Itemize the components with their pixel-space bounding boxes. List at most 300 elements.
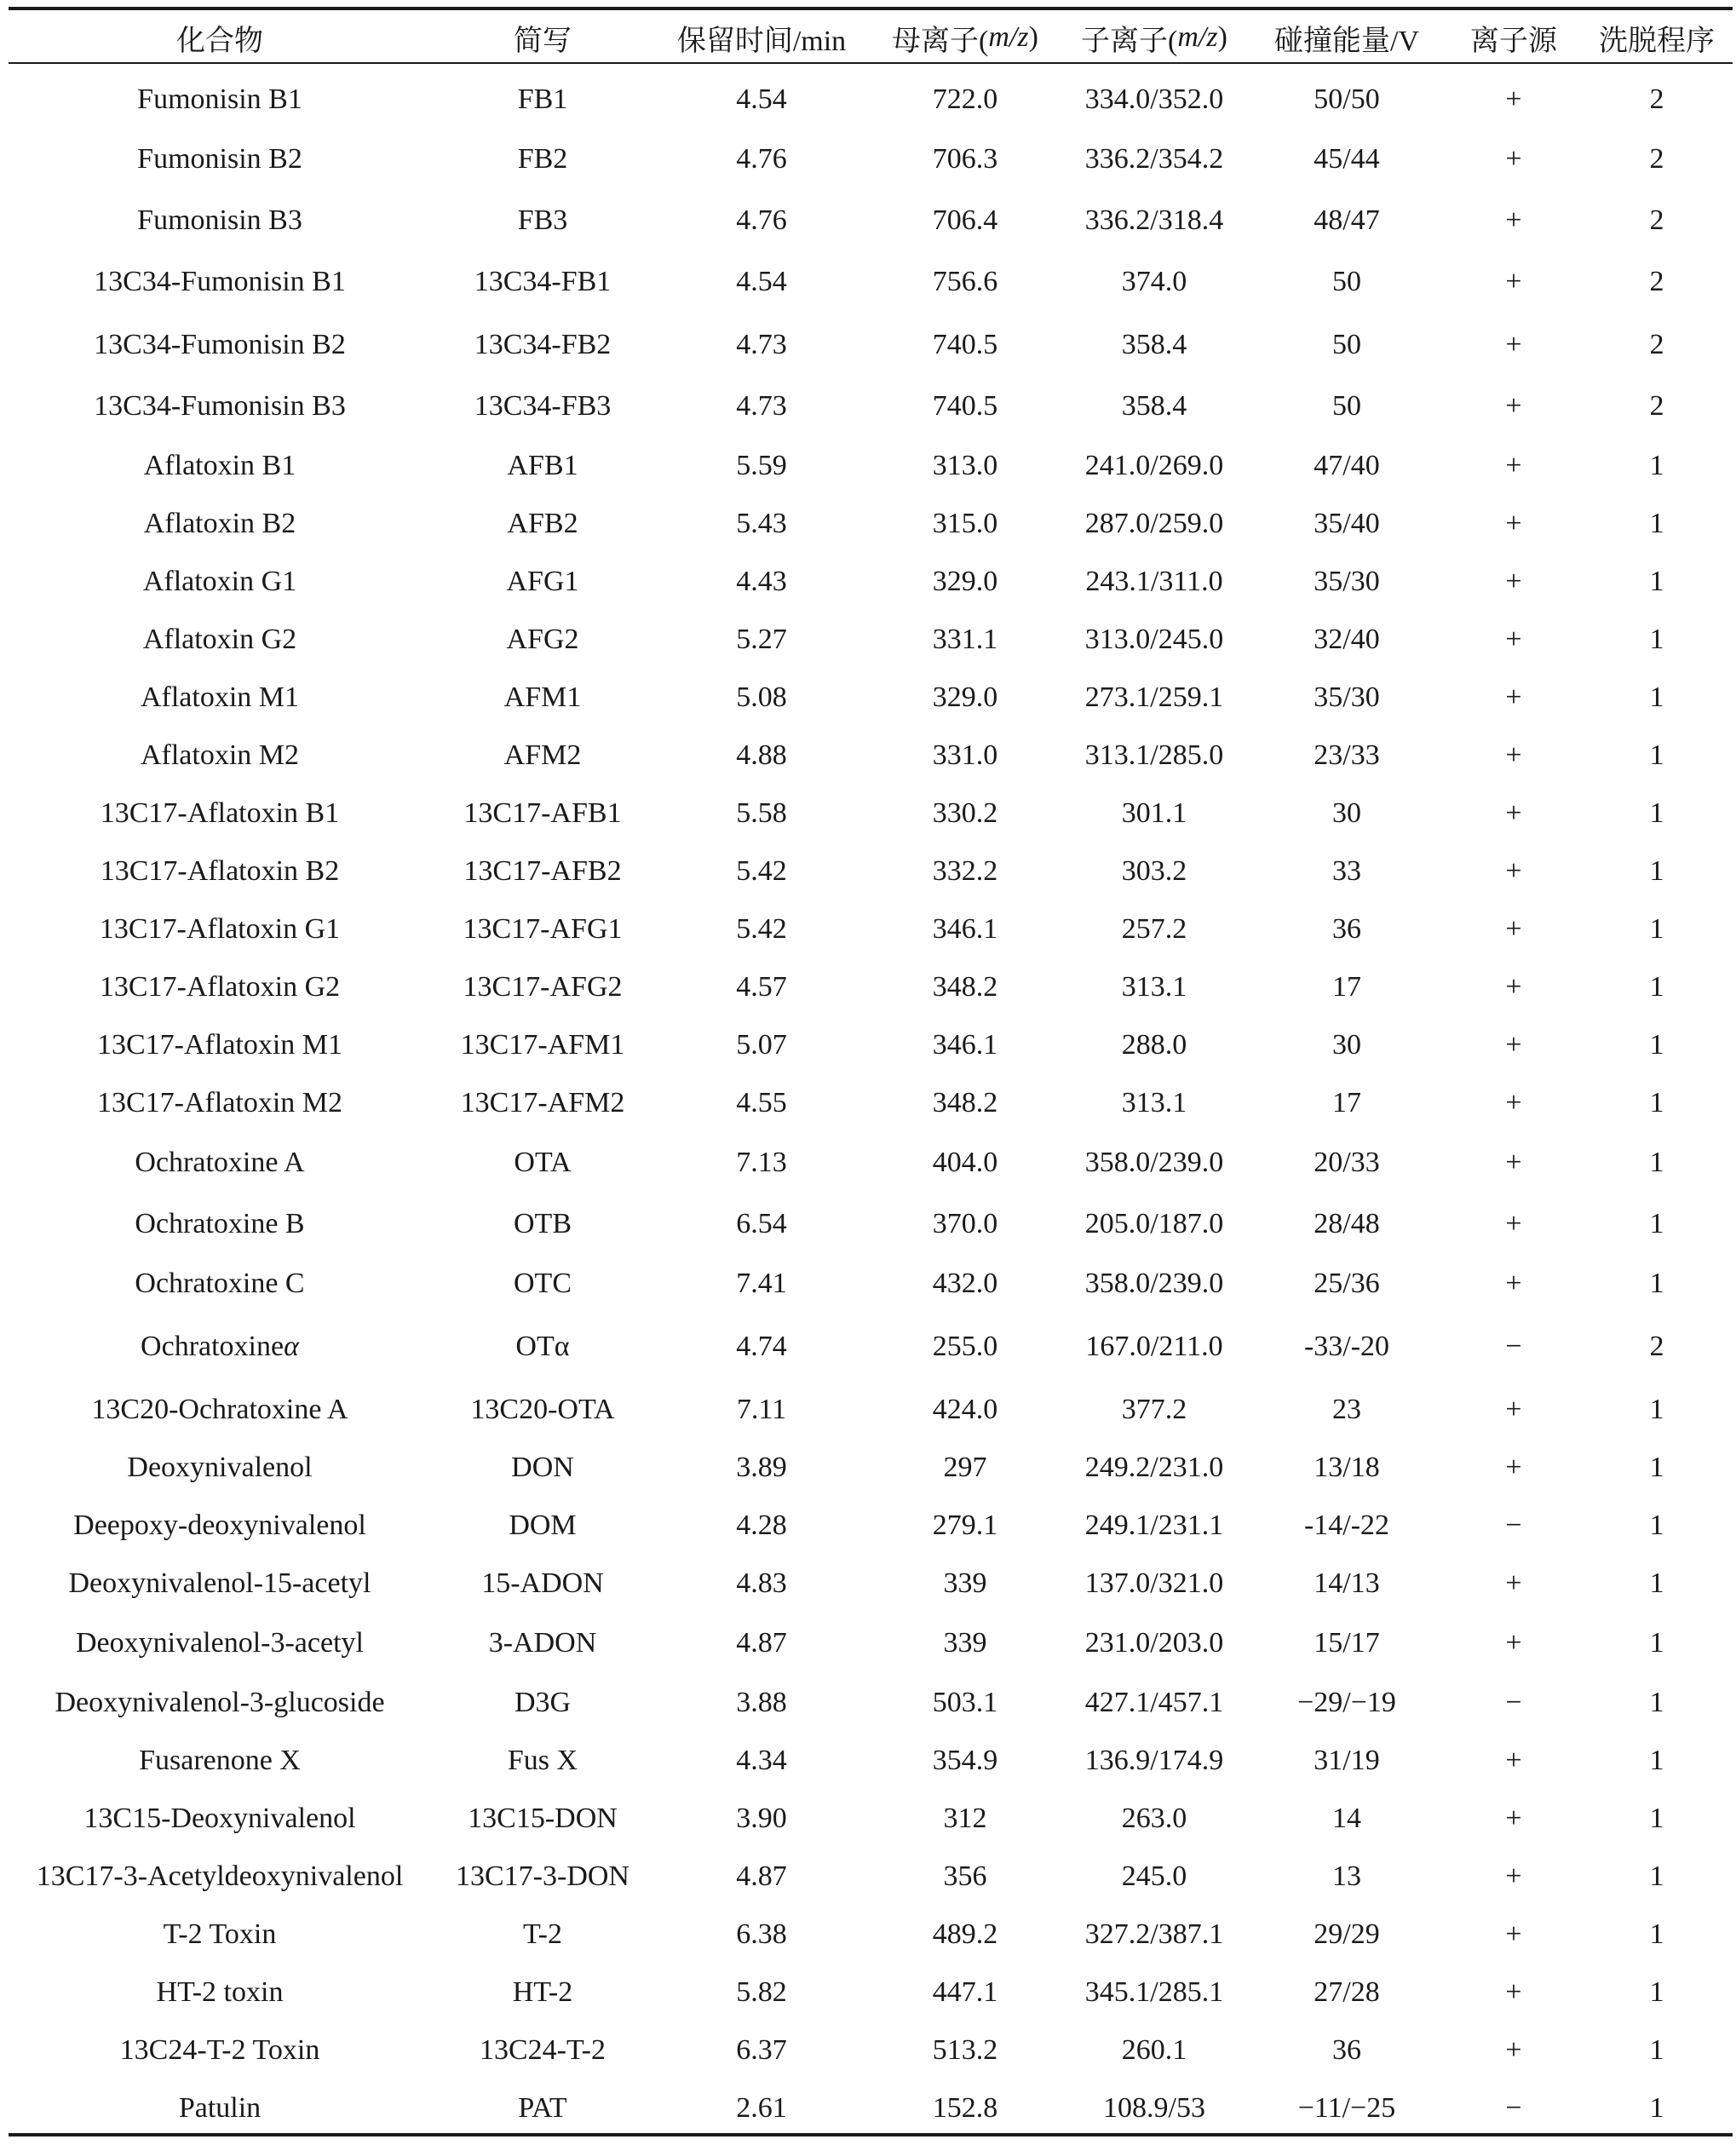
cell-daughter-ion: 205.0/187.0 xyxy=(1084,1208,1224,1239)
cell-retention-time: 6.54 xyxy=(736,1208,787,1239)
cell-abbreviation: 15-ADON xyxy=(481,1567,604,1599)
cell-daughter-ion: 257.2 xyxy=(1121,913,1187,945)
table-row xyxy=(9,1556,1733,1612)
cell-elution-program: 1 xyxy=(1649,2034,1664,2066)
cell-collision-energy: 14/13 xyxy=(1313,1567,1380,1599)
cell-elution-program: 1 xyxy=(1649,1860,1664,1892)
table-row xyxy=(9,1791,1733,1847)
header-abbreviation: 简写 xyxy=(514,25,572,57)
cell-retention-time: 7.13 xyxy=(736,1147,787,1178)
table-row xyxy=(9,1498,1733,1554)
cell-parent-ion: 297 xyxy=(943,1452,987,1483)
cell-retention-time: 4.73 xyxy=(736,329,787,360)
header-collision-energy: 碰撞能量/V xyxy=(1274,25,1419,57)
alpha-symbol: α xyxy=(284,1331,299,1362)
cell-elution-program: 2 xyxy=(1649,390,1664,422)
cell-collision-energy: −11/−25 xyxy=(1297,2092,1396,2124)
cell-elution-program: 1 xyxy=(1649,855,1664,887)
cell-elution-program: 1 xyxy=(1649,1510,1664,1541)
table-row xyxy=(9,1849,1733,1905)
cell-compound: Aflatoxin M1 xyxy=(140,681,300,713)
cell-parent-ion: 312 xyxy=(943,1803,987,1834)
cell-ion-source: + xyxy=(1505,855,1522,887)
header-compound: 化合物 xyxy=(176,25,263,57)
cell-parent-ion: 152.8 xyxy=(932,2092,998,2124)
cell-parent-ion: 346.1 xyxy=(932,913,998,945)
cell-elution-program: 1 xyxy=(1649,1627,1664,1659)
cell-collision-energy: 36 xyxy=(1332,913,1361,945)
cell-parent-ion: 424.0 xyxy=(932,1394,998,1425)
cell-daughter-ion: 301.1 xyxy=(1121,797,1187,829)
table-header-rule xyxy=(9,62,1733,64)
table-row xyxy=(9,254,1733,310)
cell-daughter-ion: 136.9/174.9 xyxy=(1084,1745,1224,1776)
cell-parent-ion: 331.1 xyxy=(932,624,998,655)
cell-daughter-ion: 313.1 xyxy=(1121,971,1187,1003)
cell-ion-source: − xyxy=(1505,2092,1522,2124)
cell-elution-program: 2 xyxy=(1649,83,1664,115)
cell-parent-ion: 740.5 xyxy=(932,329,998,360)
cell-collision-energy: -33/-20 xyxy=(1303,1331,1390,1362)
cell-daughter-ion: 336.2/354.2 xyxy=(1084,143,1224,175)
cell-retention-time: 5.08 xyxy=(736,681,787,713)
cell-abbreviation: 13C17-AFB2 xyxy=(463,855,622,887)
cell-abbreviation: AFB2 xyxy=(507,508,578,539)
table-row xyxy=(9,1440,1733,1496)
cell-compound: Deoxynivalenol-3-acetyl xyxy=(76,1627,364,1659)
cell-retention-time: 5.07 xyxy=(736,1029,787,1061)
cell-ion-source: + xyxy=(1505,681,1522,713)
cell-compound: 13C17-Aflatoxin B2 xyxy=(100,855,340,887)
table-bottom-rule xyxy=(9,2133,1733,2136)
cell-collision-energy: 36 xyxy=(1332,2034,1361,2066)
table-row xyxy=(9,438,1733,494)
cell-abbreviation: AFG2 xyxy=(506,624,579,655)
cell-elution-program: 1 xyxy=(1649,508,1664,539)
cell-compound: T-2 Toxin xyxy=(163,1918,277,1950)
cell-retention-time: 5.43 xyxy=(736,508,787,539)
cell-ion-source: + xyxy=(1505,450,1522,481)
cell-collision-energy: 30 xyxy=(1332,1029,1361,1061)
cell-ion-source: + xyxy=(1505,1567,1522,1599)
cell-abbreviation: 13C17-AFG1 xyxy=(463,913,623,945)
cell-daughter-ion: 358.0/239.0 xyxy=(1084,1147,1224,1178)
table-row xyxy=(9,2022,1733,2079)
cell-abbreviation: 13C20-OTA xyxy=(470,1394,615,1425)
cell-daughter-ion: 358.4 xyxy=(1121,329,1187,360)
cell-ion-source: + xyxy=(1505,913,1522,945)
cell-ion-source: + xyxy=(1505,1147,1522,1178)
cell-collision-energy: 31/19 xyxy=(1313,1745,1380,1776)
cell-collision-energy: 29/29 xyxy=(1313,1918,1380,1950)
cell-collision-energy: 17 xyxy=(1332,971,1361,1003)
cell-elution-program: 1 xyxy=(1649,1918,1664,1950)
cell-elution-program: 1 xyxy=(1649,566,1664,597)
cell-parent-ion: 331.0 xyxy=(932,739,998,771)
cell-daughter-ion: 427.1/457.1 xyxy=(1084,1687,1224,1718)
cell-collision-energy: 23 xyxy=(1332,1394,1361,1425)
cell-daughter-ion: 313.0/245.0 xyxy=(1084,624,1224,655)
cell-collision-energy: 14 xyxy=(1332,1803,1361,1834)
cell-retention-time: 4.54 xyxy=(736,83,787,115)
cell-ion-source: + xyxy=(1505,739,1522,771)
cell-parent-ion: 432.0 xyxy=(932,1268,998,1299)
cell-ion-source: + xyxy=(1505,2034,1522,2066)
cell-abbreviation: AFB1 xyxy=(507,450,578,481)
cell-elution-program: 1 xyxy=(1649,739,1664,771)
cell-abbreviation: 13C34-FB2 xyxy=(474,329,612,360)
cell-abbreviation: 13C17-AFM1 xyxy=(460,1029,625,1061)
cell-collision-energy: 35/40 xyxy=(1313,508,1380,539)
cell-elution-program: 1 xyxy=(1649,1147,1664,1178)
cell-collision-energy: 13 xyxy=(1332,1860,1361,1892)
cell-elution-program: 1 xyxy=(1649,1087,1664,1119)
cell-abbreviation: FB3 xyxy=(517,204,568,236)
table-row xyxy=(9,612,1733,668)
cell-elution-program: 2 xyxy=(1649,266,1664,297)
cell-daughter-ion: 377.2 xyxy=(1121,1394,1187,1425)
cell-compound: Ochratoxine B xyxy=(135,1208,305,1239)
cell-daughter-ion: 374.0 xyxy=(1121,266,1187,297)
cell-abbreviation: AFG1 xyxy=(506,566,579,597)
cell-collision-energy: 13/18 xyxy=(1313,1452,1380,1483)
cell-collision-energy: 50/50 xyxy=(1313,83,1380,115)
cell-ion-source: + xyxy=(1505,1029,1522,1061)
cell-abbreviation: OTB xyxy=(514,1208,572,1239)
table-row xyxy=(9,1906,1733,1963)
cell-retention-time: 5.59 xyxy=(736,450,787,481)
cell-abbreviation: AFM2 xyxy=(503,739,582,771)
table-row xyxy=(9,1135,1733,1191)
cell-daughter-ion: 334.0/352.0 xyxy=(1084,83,1224,115)
header-parent-ion-pre: 母离子( xyxy=(892,25,989,57)
cell-ion-source: + xyxy=(1505,390,1522,422)
table-row xyxy=(9,131,1733,187)
header-daughter-ion-pre: 子离子( xyxy=(1081,25,1178,57)
cell-collision-energy: 30 xyxy=(1332,797,1361,829)
cell-compound: Deoxynivalenol-3-glucoside xyxy=(55,1687,385,1718)
cell-retention-time: 5.82 xyxy=(736,1976,787,2008)
cell-ion-source: − xyxy=(1505,1687,1522,1718)
cell-abbreviation: 13C24-T-2 xyxy=(480,2034,606,2066)
cell-retention-time: 4.55 xyxy=(736,1087,787,1119)
cell-parent-ion: 348.2 xyxy=(932,971,998,1003)
cell-abbreviation: 13C15-DON xyxy=(468,1803,618,1834)
cell-ion-source: + xyxy=(1505,1268,1522,1299)
cell-elution-program: 2 xyxy=(1649,1331,1664,1362)
cell-daughter-ion: 260.1 xyxy=(1121,2034,1187,2066)
cell-parent-ion: 706.3 xyxy=(932,143,998,175)
cell-abbreviation: OTα xyxy=(515,1331,570,1362)
header-retention-time: 保留时间/min xyxy=(676,25,847,57)
cell-compound: Fusarenone X xyxy=(139,1745,301,1776)
cell-abbreviation: FB1 xyxy=(517,83,568,115)
cell-parent-ion: 339 xyxy=(943,1567,987,1599)
cell-elution-program: 1 xyxy=(1649,1976,1664,2008)
cell-elution-program: 1 xyxy=(1649,624,1664,655)
cell-elution-program: 1 xyxy=(1649,681,1664,713)
cell-ion-source: + xyxy=(1505,1918,1522,1950)
cell-retention-time: 4.74 xyxy=(736,1331,787,1362)
cell-daughter-ion: 137.0/321.0 xyxy=(1084,1567,1224,1599)
cell-collision-energy: 17 xyxy=(1332,1087,1361,1119)
header-parent-ion-mz: m/z xyxy=(988,21,1029,53)
cell-compound: Ochratoxine A xyxy=(135,1147,305,1178)
cell-daughter-ion: 345.1/285.1 xyxy=(1084,1976,1224,2008)
table-row xyxy=(9,1196,1733,1252)
cell-parent-ion: 503.1 xyxy=(932,1687,998,1718)
cell-parent-ion: 370.0 xyxy=(932,1208,998,1239)
cell-elution-program: 1 xyxy=(1649,2092,1664,2124)
cell-ion-source: + xyxy=(1505,1627,1522,1659)
cell-compound: 13C34-Fumonisin B1 xyxy=(94,266,346,297)
cell-compound: 13C34-Fumonisin B2 xyxy=(94,329,346,360)
cell-collision-energy: 25/36 xyxy=(1313,1268,1380,1299)
cell-elution-program: 2 xyxy=(1649,204,1664,236)
table-row xyxy=(9,2080,1733,2136)
cell-retention-time: 4.43 xyxy=(736,566,787,597)
cell-daughter-ion: 288.0 xyxy=(1121,1029,1187,1061)
cell-parent-ion: 489.2 xyxy=(932,1918,998,1950)
cell-collision-energy: 27/28 xyxy=(1313,1976,1380,2008)
cell-elution-program: 2 xyxy=(1649,143,1664,175)
cell-compound: 13C34-Fumonisin B3 xyxy=(94,390,346,422)
cell-daughter-ion: 263.0 xyxy=(1121,1803,1187,1834)
cell-parent-ion: 279.1 xyxy=(932,1510,998,1541)
cell-daughter-ion: 108.9/53 xyxy=(1103,2092,1205,2124)
cell-collision-energy: 35/30 xyxy=(1313,681,1380,713)
cell-retention-time: 2.61 xyxy=(736,2092,787,2124)
cell-abbreviation: FB2 xyxy=(517,143,568,175)
cell-collision-energy: 32/40 xyxy=(1313,624,1380,655)
cell-elution-program: 1 xyxy=(1649,1687,1664,1718)
cell-parent-ion: 356 xyxy=(943,1860,987,1892)
cell-parent-ion: 255.0 xyxy=(932,1331,998,1362)
cell-elution-program: 2 xyxy=(1649,329,1664,360)
cell-abbreviation: D3G xyxy=(514,1687,572,1718)
cell-parent-ion: 740.5 xyxy=(932,390,998,422)
table-row xyxy=(9,1075,1733,1131)
cell-retention-time: 3.89 xyxy=(736,1452,787,1483)
table-row xyxy=(9,554,1733,610)
cell-daughter-ion: 273.1/259.1 xyxy=(1084,681,1224,713)
cell-abbreviation: 3-ADON xyxy=(488,1627,597,1659)
cell-collision-energy: 23/33 xyxy=(1313,739,1380,771)
cell-compound: 13C17-Aflatoxin G2 xyxy=(99,971,341,1003)
cell-compound: 13C17-Aflatoxin G1 xyxy=(99,913,341,945)
cell-daughter-ion: 358.4 xyxy=(1121,390,1187,422)
cell-collision-energy: 20/33 xyxy=(1313,1147,1380,1178)
cell-retention-time: 4.83 xyxy=(736,1567,787,1599)
cell-abbreviation: 13C17-AFB1 xyxy=(463,797,622,829)
cell-ion-source: + xyxy=(1505,1087,1522,1119)
cell-retention-time: 7.11 xyxy=(736,1394,787,1425)
cell-compound: 13C20-Ochratoxine A xyxy=(91,1394,348,1425)
cell-daughter-ion: 249.2/231.0 xyxy=(1084,1452,1224,1483)
cell-daughter-ion: 327.2/387.1 xyxy=(1084,1918,1224,1950)
table-row xyxy=(9,193,1733,249)
cell-parent-ion: 346.1 xyxy=(932,1029,998,1061)
cell-ion-source: + xyxy=(1505,329,1522,360)
cell-parent-ion: 348.2 xyxy=(932,1087,998,1119)
cell-compound: Patulin xyxy=(178,2092,262,2124)
cell-parent-ion: 332.2 xyxy=(932,855,998,887)
cell-retention-time: 4.73 xyxy=(736,390,787,422)
table-row xyxy=(9,1382,1733,1438)
cell-parent-ion: 513.2 xyxy=(932,2034,998,2066)
cell-collision-energy: 35/30 xyxy=(1313,566,1380,597)
cell-collision-energy: -14/-22 xyxy=(1303,1510,1390,1541)
cell-retention-time: 5.42 xyxy=(736,913,787,945)
cell-abbreviation: 13C17-AFG2 xyxy=(463,971,623,1003)
cell-abbreviation: 13C17-3-DON xyxy=(456,1860,629,1892)
cell-compound: Aflatoxin B1 xyxy=(143,450,296,481)
table-row xyxy=(9,959,1733,1015)
cell-compound: 13C17-Aflatoxin B1 xyxy=(100,797,340,829)
cell-daughter-ion: 336.2/318.4 xyxy=(1084,204,1224,236)
cell-parent-ion: 339 xyxy=(943,1627,987,1659)
cell-retention-time: 6.37 xyxy=(736,2034,787,2066)
cell-daughter-ion: 243.1/311.0 xyxy=(1085,566,1223,597)
cell-elution-program: 1 xyxy=(1649,450,1664,481)
cell-parent-ion: 756.6 xyxy=(932,266,998,297)
cell-ion-source: + xyxy=(1505,266,1522,297)
cell-ion-source: − xyxy=(1505,1331,1522,1362)
cell-ion-source: + xyxy=(1505,1394,1522,1425)
cell-elution-program: 1 xyxy=(1649,1394,1664,1425)
cell-daughter-ion: 287.0/259.0 xyxy=(1084,508,1224,539)
cell-compound: Aflatoxin G1 xyxy=(142,566,297,597)
cell-elution-program: 1 xyxy=(1649,1208,1664,1239)
cell-compound: Deoxynivalenol xyxy=(127,1452,313,1483)
cell-retention-time: 4.88 xyxy=(736,739,787,771)
cell-compound: Fumonisin B3 xyxy=(137,204,302,236)
cell-compound xyxy=(9,1319,431,1375)
cell-ion-source: + xyxy=(1505,1860,1522,1892)
table-row xyxy=(9,496,1733,552)
cell-compound: 13C17-Aflatoxin M1 xyxy=(96,1029,343,1061)
cell-collision-energy: −29/−19 xyxy=(1297,1687,1396,1718)
cell-retention-time: 4.87 xyxy=(736,1627,787,1659)
table-row xyxy=(9,670,1733,726)
cell-daughter-ion: 313.1/285.0 xyxy=(1084,739,1224,771)
cell-compound: Deepoxy-deoxynivalenol xyxy=(73,1510,366,1541)
cell-ion-source: + xyxy=(1505,143,1522,175)
cell-compound: Aflatoxin B2 xyxy=(143,508,296,539)
cell-abbreviation: DOM xyxy=(509,1510,577,1541)
cell-elution-program: 1 xyxy=(1649,1745,1664,1776)
table-header-row xyxy=(9,14,1733,61)
cell-collision-energy: 33 xyxy=(1332,855,1361,887)
cell-elution-program: 1 xyxy=(1649,797,1664,829)
cell-retention-time: 4.76 xyxy=(736,204,787,236)
table-row xyxy=(9,378,1733,434)
cell-retention-time: 4.76 xyxy=(736,143,787,175)
table-row xyxy=(9,1319,1733,1375)
table-row xyxy=(9,1017,1733,1073)
cell-elution-program: 1 xyxy=(1649,1803,1664,1834)
cell-ion-source: + xyxy=(1505,624,1522,655)
cell-retention-time: 4.34 xyxy=(736,1745,787,1776)
cell-collision-energy: 45/44 xyxy=(1313,143,1380,175)
cell-parent-ion: 313.0 xyxy=(932,450,998,481)
cell-collision-energy: 28/48 xyxy=(1313,1208,1380,1239)
cell-ion-source: + xyxy=(1505,83,1522,115)
cell-abbreviation: AFM1 xyxy=(503,681,582,713)
cell-daughter-ion: 241.0/269.0 xyxy=(1084,450,1224,481)
header-daughter-ion-post: ) xyxy=(1217,21,1227,53)
cell-abbreviation: Fus X xyxy=(507,1745,578,1776)
header-daughter-ion xyxy=(1061,14,1247,61)
cell-parent-ion: 329.0 xyxy=(932,566,998,597)
cell-ion-source: + xyxy=(1505,971,1522,1003)
header-ion-source: 离子源 xyxy=(1470,25,1557,57)
cell-ion-source: + xyxy=(1505,508,1522,539)
cell-retention-time: 5.58 xyxy=(736,797,787,829)
cell-retention-time: 7.41 xyxy=(736,1268,787,1299)
cell-parent-ion: 354.9 xyxy=(932,1745,998,1776)
table-row xyxy=(9,785,1733,842)
cell-daughter-ion: 358.0/239.0 xyxy=(1084,1268,1224,1299)
cell-elution-program: 1 xyxy=(1649,1567,1664,1599)
cell-compound: 13C24-T-2 Toxin xyxy=(119,2034,320,2066)
cell-retention-time: 4.57 xyxy=(736,971,787,1003)
table-row xyxy=(9,843,1733,900)
cell-abbreviation: OTA xyxy=(514,1147,572,1178)
cell-compound: Fumonisin B1 xyxy=(137,83,302,115)
cell-ion-source: + xyxy=(1505,566,1522,597)
cell-elution-program: 1 xyxy=(1649,913,1664,945)
cell-compound: Ochratoxine C xyxy=(135,1268,305,1299)
cell-daughter-ion: 303.2 xyxy=(1121,855,1187,887)
cell-elution-program: 1 xyxy=(1649,971,1664,1003)
header-elution-program: 洗脱程序 xyxy=(1599,25,1715,57)
cell-abbreviation: PAT xyxy=(518,2092,567,2124)
cell-ion-source: + xyxy=(1505,1745,1522,1776)
cell-compound: 13C17-Aflatoxin M2 xyxy=(96,1087,343,1119)
cell-compound: Aflatoxin M2 xyxy=(140,739,300,771)
table-row xyxy=(9,317,1733,373)
table-row xyxy=(9,727,1733,784)
cell-ion-source: − xyxy=(1505,1510,1522,1541)
cell-elution-program: 1 xyxy=(1649,1452,1664,1483)
cell-daughter-ion: 245.0 xyxy=(1121,1860,1187,1892)
table-top-rule xyxy=(9,7,1733,10)
cell-ion-source: + xyxy=(1505,204,1522,236)
cell-compound: Fumonisin B2 xyxy=(137,143,302,175)
header-parent-ion xyxy=(869,14,1061,61)
cell-collision-energy: 50 xyxy=(1332,390,1361,422)
compound-name-text: Ochratoxine xyxy=(141,1331,285,1362)
cell-ion-source: + xyxy=(1505,797,1522,829)
cell-daughter-ion: 249.1/231.1 xyxy=(1084,1510,1224,1541)
cell-collision-energy: 50 xyxy=(1332,329,1361,360)
cell-parent-ion: 404.0 xyxy=(932,1147,998,1178)
cell-retention-time: 4.87 xyxy=(736,1860,787,1892)
table-row xyxy=(9,1256,1733,1312)
cell-abbreviation: 13C34-FB3 xyxy=(474,390,612,422)
cell-compound: HT-2 toxin xyxy=(156,1976,284,2008)
table-row xyxy=(9,901,1733,957)
cell-collision-energy: 15/17 xyxy=(1313,1627,1380,1659)
cell-parent-ion: 315.0 xyxy=(932,508,998,539)
cell-ion-source: + xyxy=(1505,1976,1522,2008)
cell-abbreviation: HT-2 xyxy=(512,1976,573,2008)
cell-daughter-ion: 231.0/203.0 xyxy=(1084,1627,1224,1659)
cell-abbreviation: OTC xyxy=(514,1268,572,1299)
cell-ion-source: + xyxy=(1505,1803,1522,1834)
cell-parent-ion: 329.0 xyxy=(932,681,998,713)
